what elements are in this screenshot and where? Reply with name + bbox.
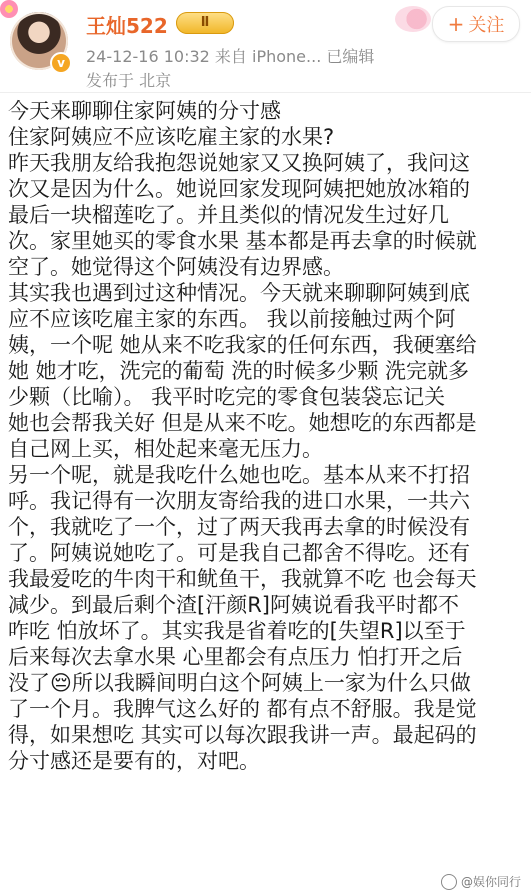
post-text-line: 减少。到最后剩个渣[汗颜R]阿姨说看我平时都不 xyxy=(8,593,459,617)
post-text-line: 分寸感还是要有的，对吧。 xyxy=(8,749,260,773)
plus-icon: + xyxy=(447,12,465,36)
post-text-line: 最后一块榴莲吃了。并且类似的情况发生过好几 xyxy=(8,203,449,227)
watermark-text: @娱你同行 xyxy=(460,875,521,889)
timestamp: 24-12-16 10:32 xyxy=(86,47,210,66)
post-content xyxy=(8,98,526,774)
vip-level-badge: Ⅱ xyxy=(176,12,234,34)
post-text-line: 没了😔所以我瞬间明白这个阿姨上一家为什么只做 xyxy=(8,671,471,695)
post-text-line: 她也会帮我关好 但是从来不吃。她想吃的东西都是 xyxy=(8,411,477,435)
post-text-line: 了。阿姨说她吃了。可是我自己都舍不得吃。还有 xyxy=(8,541,470,565)
post-source: 来自 iPhone... xyxy=(214,47,322,66)
flower-decoration-icon xyxy=(0,0,18,18)
post-text-line: 姨，一个呢 她从来不吃我家的任何东西，我硬塞给 xyxy=(8,333,477,357)
post-text-line: 次。家里她买的零食水果 基本都是再去拿的时候就 xyxy=(8,229,477,253)
post-text-line: 其实我也遇到过这种情况。今天就来聊聊阿姨到底 xyxy=(8,281,470,305)
post-location: 发布于 北京 xyxy=(86,71,172,90)
header-divider xyxy=(0,92,531,93)
post-text-line: 咋吃 怕放坏了。其实我是省着吃的[失望R]以至于 xyxy=(8,619,466,643)
post-text-line: 了一个月。我脾气这么好的 都有点不舒服。我是觉 xyxy=(8,697,477,721)
post-text-line: 空了。她觉得这个阿姨没有边界感。 xyxy=(8,255,344,279)
watermark xyxy=(441,873,521,890)
post-text-line: 呼。我记得有一次朋友寄给我的进口水果，一共六 xyxy=(8,489,470,513)
watermark-logo-icon xyxy=(441,874,457,890)
post-text-line: 住家阿姨应不应该吃雇主家的水果? xyxy=(8,125,335,149)
verified-badge-icon: v xyxy=(50,52,72,74)
post-text-line: 后来每次去拿水果 心里都会有点压力 怕打开之后 xyxy=(8,645,463,669)
post-text-line: 个，我就吃了一个，过了两天我再去拿的时候没有 xyxy=(8,515,470,539)
post-header xyxy=(0,0,531,90)
post-text-line: 次又是因为什么。她说回家发现阿姨把她放冰箱的 xyxy=(8,177,470,201)
post-text-line: 昨天我朋友给我抱怨说她家又又换阿姨了，我问这 xyxy=(8,151,470,175)
username[interactable]: 王灿522 xyxy=(86,14,168,38)
post-text-line: 我最爱吃的牛肉干和鱿鱼干，我就算不吃 也会每天 xyxy=(8,567,477,591)
post-text-line: 得，如果想吃 其实可以每次跟我讲一声。最起码的 xyxy=(8,723,477,747)
edited-label: 已编辑 xyxy=(326,47,375,66)
follow-label: 关注 xyxy=(468,15,505,36)
follow-button[interactable] xyxy=(432,6,520,42)
card-decoration-icon xyxy=(395,6,431,32)
post-text-line: 今天来聊聊住家阿姨的分寸感 xyxy=(8,99,281,123)
post-text-line: 自己网上买，相处起来毫无压力。 xyxy=(8,437,323,461)
post-text-line: 她 她才吃，洗完的葡萄 洗的时候多少颗 洗完就多 xyxy=(8,359,470,383)
post-text-line: 少颗（比喻）。 我平时吃完的零食包装袋忘记关 xyxy=(8,385,446,409)
post-text-line: 应不应该吃雇主家的东西。 我以前接触过两个阿 xyxy=(8,307,456,331)
post-text-line: 另一个呢，就是我吃什么她也吃。基本从来不打招 xyxy=(8,463,470,487)
post-meta xyxy=(86,44,374,67)
